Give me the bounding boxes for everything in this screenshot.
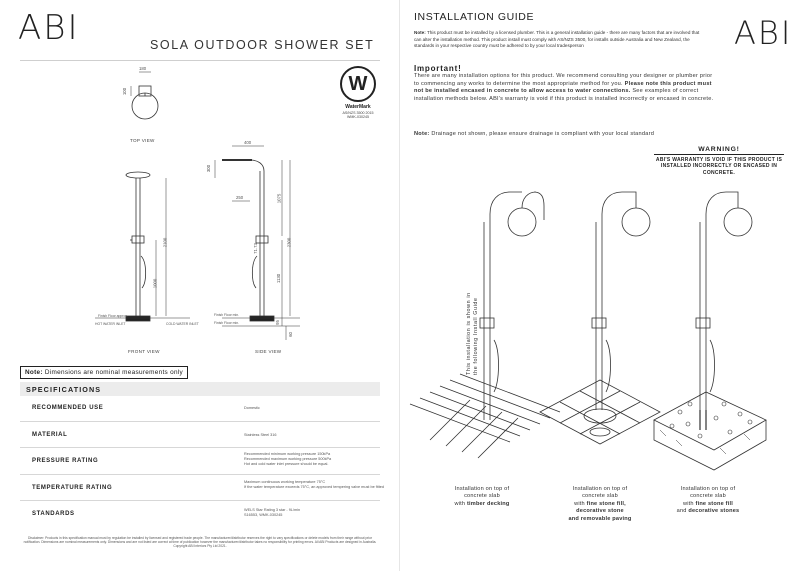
caption-decorative-stones: [658, 486, 758, 516]
product-title: SOLA OUTDOOR SHOWER SET: [150, 38, 375, 52]
important-bold: Please note this product must not be installed encased in concrete to allow access to water connections.: [414, 80, 712, 95]
caption-bold1: fine stone fill,: [586, 500, 626, 507]
dim-side-upper: 1075: [276, 193, 282, 204]
caption-mid: and: [676, 508, 687, 515]
abi-logo: ABI: [18, 8, 80, 48]
spec-label: RECOMMENDED USE: [32, 405, 104, 411]
spec-value: Maximum continuous working temperature 75°C If the water temperature exceeds 75°C, an approved tempering valve must be fitted: [244, 480, 384, 490]
caption-pre: with: [454, 500, 466, 507]
install-decorative-stones: [654, 192, 766, 470]
drain-label: Note:: [414, 131, 430, 137]
note-text: Dimensions are nominal measurements only: [44, 369, 184, 376]
dim-side-mid-label: 71.73: [252, 243, 258, 254]
watermark-standard: AS/NZS 3500 2015: [342, 111, 374, 115]
side-view-label: SIDE VIEW: [255, 349, 282, 354]
floor-label-front: Finish Floor approx.: [98, 314, 128, 318]
spec-label: PRESSURE RATING: [32, 458, 99, 464]
spec-label: TEMPERATURE RATING: [32, 485, 113, 491]
caption-line3: [432, 501, 532, 508]
caption-line1: Installation on top of: [454, 486, 510, 492]
watermark-name: WaterMark: [345, 104, 371, 110]
dim-side-total: 2300: [286, 237, 292, 248]
spec-label: MATERIAL: [32, 432, 68, 438]
caption-bold1: fine stone fill: [695, 500, 733, 507]
caption-line3: [550, 501, 650, 508]
important-text-2: See examples of correct installation methods below. ABI's warranty is void if this product is installed incorrectly or encased in concrete.: [414, 88, 714, 103]
caption-line4: [658, 508, 758, 515]
specifications-title: SPECIFICATIONS: [20, 382, 380, 396]
note-label: Note:: [414, 30, 426, 35]
caption-line2: concrete slab: [582, 493, 618, 500]
dim-side-lower: 95: [274, 320, 280, 325]
important-title: Important!: [414, 64, 462, 73]
dim-side-drop: 300: [206, 164, 212, 173]
caption-line3: [658, 501, 758, 508]
caption-line5: [550, 516, 650, 523]
top-view-label: TOP VIEW: [130, 138, 155, 143]
dim-side-head: 250: [236, 195, 244, 200]
hot-inlet-label: HOT WATER INLET: [95, 322, 126, 326]
dim-side-middle: 1130: [276, 273, 282, 284]
cold-inlet-label: COLD WATER INLET: [166, 322, 199, 326]
disclaimer: Disclaimer: Products in this specification manual must by regulation be installed by licensed and registered trade people. The manufacturer/distributor reserves the right to vary specifications or delete models from their range without prior notification. Dimensions are nominal measurements only. Dimensions and are not listed are correct at time of publication however the manufacturer/distributor takes no responsibility for printing errors. All ABI Products are designed in Australia. Copyright ABI Interiors Pty Ltd 2021.: [23, 536, 377, 549]
caption-line1: Installation on top of: [572, 486, 628, 492]
caption-line1: Installation on top of: [680, 486, 736, 492]
dim-front-total: 2100: [162, 237, 168, 248]
spec-value: WELS Star Rating 3 star - 9L/min S16553, WMK-030245: [244, 508, 301, 518]
floor-label-side-1: Finish Floor min.: [214, 313, 240, 317]
caption-line4: [550, 508, 650, 515]
install-fine-stone-paving: [540, 192, 660, 444]
caption-pre: with: [574, 500, 585, 507]
dim-top-width: 180: [139, 66, 147, 71]
floor-label-side-2: Finish Floor min.: [214, 321, 240, 325]
warning-title: WARNING!: [654, 146, 784, 155]
caption-line2: concrete slab: [690, 493, 726, 500]
caption-timber-decking: [432, 486, 532, 508]
vertical-note-1: This installation is shown in: [466, 292, 472, 375]
abi-logo: ABI: [734, 14, 793, 52]
spec-value: Stainless Steel 316: [244, 433, 277, 437]
installation-guide-title: INSTALLATION GUIDE: [414, 11, 535, 23]
warning-text: ABI'S WARRANTY IS VOID IF THIS PRODUCT IS INSTALLED INCORRECTLY OR ENCASED IN CONCRETE.: [655, 157, 783, 176]
important-text-1: There are many installation options for this product. We recommend consulting your designer or plumber prior to commencing any works to determine the most appropriate method for you.: [414, 73, 713, 87]
vertical-note-2: the following Install Guide: [473, 297, 479, 375]
front-view-label: FRONT VIEW: [128, 349, 160, 354]
spec-value: Recommended minimum working pressure 150kPa Recommended maximum working pressure 500kPa Hot and cold water inlet pressure should be equal.: [244, 452, 332, 467]
caption-last: and removable paving: [568, 515, 632, 522]
watermark-licence: WMK-030245: [347, 115, 369, 120]
caption-line2: concrete slab: [464, 493, 500, 500]
spec-value: Domestic: [244, 406, 260, 410]
dim-side-arm: 400: [244, 140, 252, 145]
dim-front-lower: 1000: [152, 278, 158, 289]
caption-pre: with: [682, 500, 694, 507]
caption-bold1: timber decking: [466, 500, 510, 507]
caption-fine-stone-paving: [550, 486, 650, 523]
caption-bold2: decorative stones: [688, 508, 740, 515]
install-timber-decking: [410, 192, 560, 458]
caption-bold2: decorative stone: [576, 508, 624, 515]
spec-label: STANDARDS: [32, 511, 75, 517]
watermark-symbol: W: [348, 72, 368, 95]
note-text: This product must be installed by a licensed plumber. This is a general installation guide - there are many factors that are involved that can alter the installation method. This product install must comply with AS/NZS 3500, for installs outside Australia and New Zealand, the standards in your respective country must be adhered to by your local tradesperson: [414, 30, 700, 49]
dim-top-height: 100: [122, 87, 128, 96]
drain-text: Drainage not shown, please ensure drainage is compliant with your local standard: [431, 131, 655, 137]
dim-side-base: 60: [287, 332, 293, 337]
note-label: Note:: [25, 369, 43, 376]
